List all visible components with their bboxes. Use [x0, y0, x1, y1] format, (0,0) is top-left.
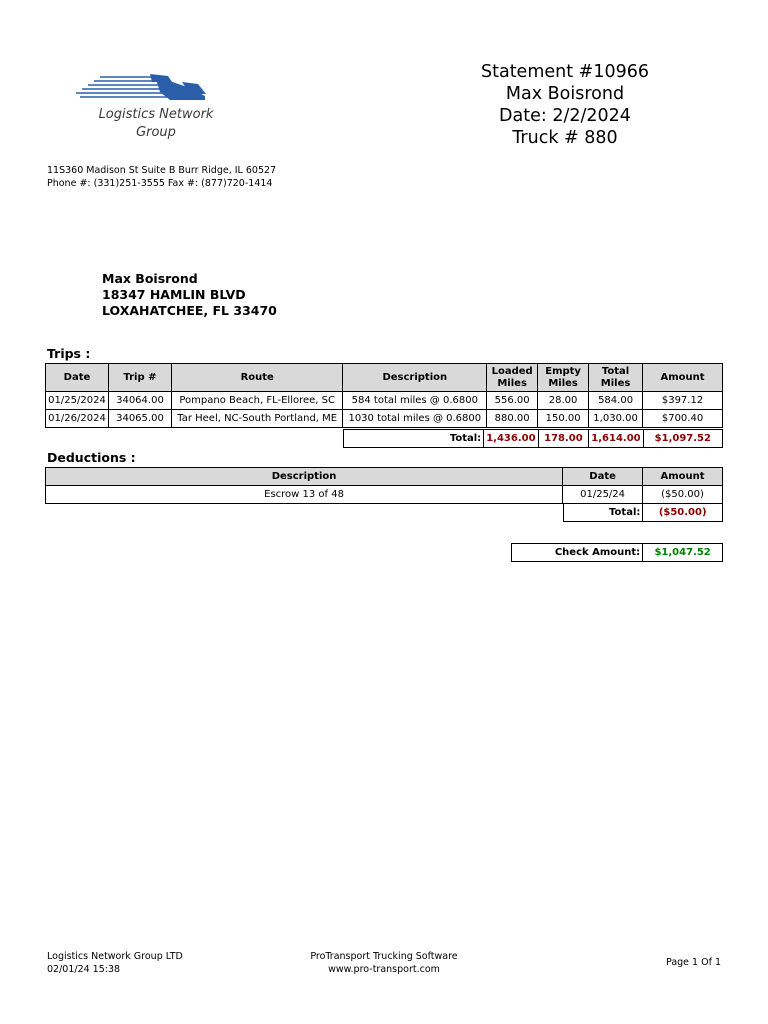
cell: ($50.00)	[643, 486, 723, 504]
check-amount-label: Check Amount:	[512, 544, 643, 562]
cell: Pompano Beach, FL-Elloree, SC	[171, 392, 343, 410]
cell: 1030 total miles @ 0.6800	[343, 410, 487, 428]
check-amount-box	[511, 543, 723, 562]
cell: $397.12	[643, 392, 723, 410]
header-date: Date	[563, 468, 643, 486]
trips-title: Trips :	[47, 346, 91, 361]
cell: 34065.00	[108, 410, 171, 428]
header-date: Date	[46, 364, 109, 392]
deductions-total-row	[563, 503, 723, 522]
cell: $700.40	[643, 410, 723, 428]
recipient-name: Max Boisrond	[102, 271, 198, 286]
trips-total-amount: $1,097.52	[643, 430, 722, 448]
header-route: Route	[171, 364, 343, 392]
deductions-total-amount: ($50.00)	[643, 504, 723, 522]
deductions-title: Deductions :	[47, 450, 136, 465]
footer-website: www.pro-transport.com	[328, 964, 440, 975]
cell: 34064.00	[108, 392, 171, 410]
table-row	[46, 486, 723, 504]
address-line: 11S360 Madison St Suite B Burr Ridge, IL 60527	[47, 165, 277, 176]
footer-timestamp: 02/01/24 15:38	[47, 964, 121, 975]
header-loaded-miles: Loaded Miles	[487, 364, 538, 392]
header-description: Description	[343, 364, 487, 392]
trips-total-miles: 1,614.00	[589, 430, 643, 448]
cell: Tar Heel, NC-South Portland, ME	[171, 410, 343, 428]
check-amount-value: $1,047.52	[643, 544, 723, 562]
deductions-header-row	[46, 468, 723, 486]
statement-date: Date: 2/2/2024	[499, 106, 631, 126]
header-trip: Trip #	[108, 364, 171, 392]
table-row	[46, 392, 723, 410]
cell: 1,030.00	[589, 410, 643, 428]
table-row	[46, 410, 723, 428]
trips-total-loaded: 1,436.00	[484, 430, 538, 448]
trips-total-empty: 178.00	[538, 430, 589, 448]
footer-center	[284, 950, 484, 976]
cell: Escrow 13 of 48	[46, 486, 563, 504]
cell: 01/25/24	[563, 486, 643, 504]
trips-table	[45, 363, 723, 428]
statement-truck: Truck # 880	[512, 128, 618, 148]
statement-number: Statement #10966	[481, 62, 649, 82]
recipient-address	[102, 271, 277, 319]
cell: 880.00	[487, 410, 538, 428]
page-number: Page 1 Of 1	[666, 957, 721, 968]
header-total-miles: Total Miles	[589, 364, 643, 392]
logo-name-line1: Logistics Network	[98, 107, 214, 122]
header-amount: Amount	[643, 468, 723, 486]
footer-software: ProTransport Trucking Software	[310, 951, 458, 962]
logo-text	[60, 106, 252, 142]
statement-header	[440, 61, 690, 149]
header-amount: Amount	[643, 364, 723, 392]
cell: 584.00	[589, 392, 643, 410]
recipient-street: 18347 HAMLIN BLVD	[102, 287, 246, 302]
header-empty-miles: Empty Miles	[538, 364, 589, 392]
recipient-city: LOXAHATCHEE, FL 33470	[102, 303, 277, 318]
footer-left	[47, 950, 183, 976]
cell: 584 total miles @ 0.6800	[343, 392, 487, 410]
cell: 01/26/2024	[46, 410, 109, 428]
trips-total-label: Total:	[344, 430, 484, 448]
trips-total-row	[343, 429, 723, 448]
trips-header-row	[46, 364, 723, 392]
cell: 28.00	[538, 392, 589, 410]
company-address	[47, 164, 276, 190]
footer-company: Logistics Network Group LTD	[47, 951, 183, 962]
logo-name-line2: Group	[136, 125, 176, 140]
cell: 01/25/2024	[46, 392, 109, 410]
cell: 556.00	[487, 392, 538, 410]
deductions-total-label: Total:	[564, 504, 643, 522]
cell: 150.00	[538, 410, 589, 428]
deductions-table	[45, 467, 723, 504]
phone-fax-line: Phone #: (331)251-3555 Fax #: (877)720-1414	[47, 178, 273, 189]
statement-name: Max Boisrond	[505, 84, 625, 104]
header-description: Description	[46, 468, 563, 486]
